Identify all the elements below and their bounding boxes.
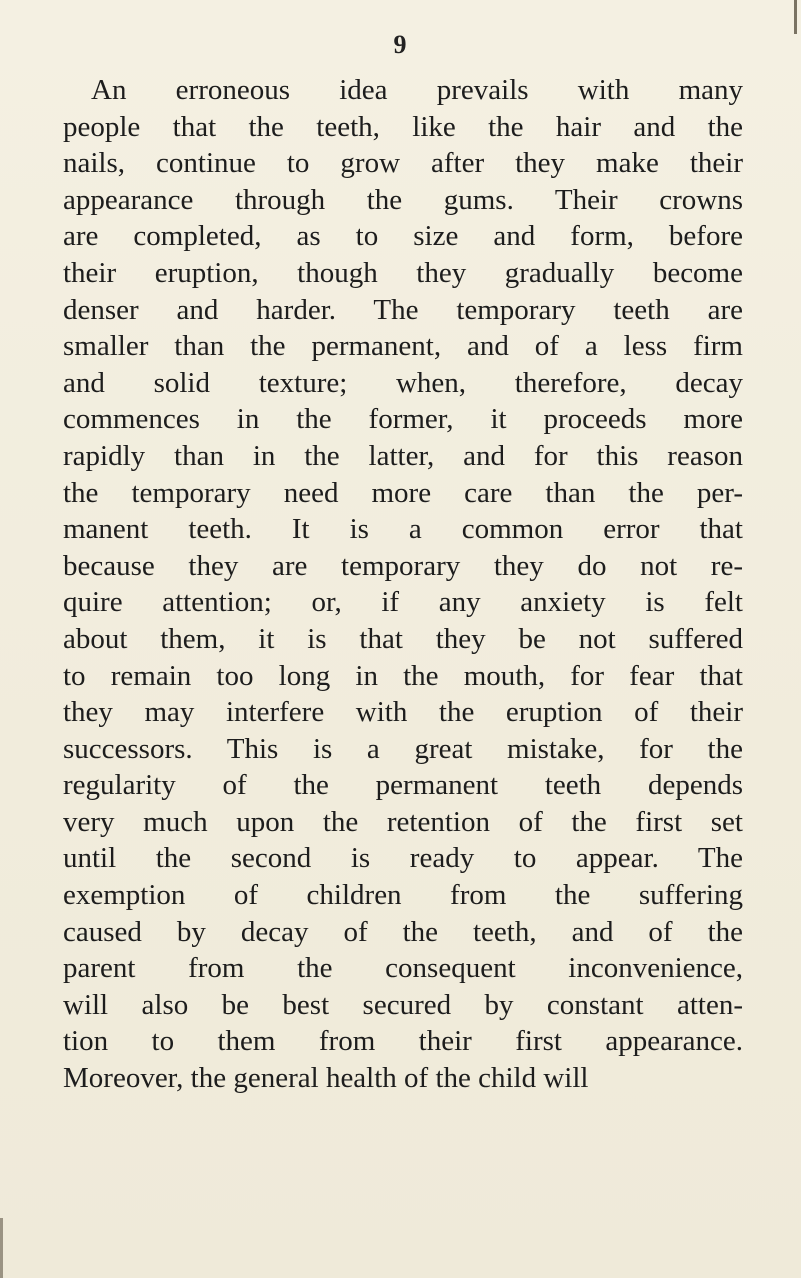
text-line: regularity of the permanent teeth depends <box>63 769 743 802</box>
text-line: caused by decay of the teeth, and of the <box>63 915 743 948</box>
text-line: appearance through the gums. Their crowns <box>63 183 743 216</box>
scan-edge-mark <box>794 0 797 34</box>
text-line: denser and harder. The temporary teeth are <box>63 293 743 326</box>
text-line: they may interfere with the eruption of their <box>63 696 743 729</box>
text-line: are completed, as to size and form, before <box>63 220 743 253</box>
text-line: rapidly than in the latter, and for this reason <box>63 439 743 472</box>
text-line: quire attention; or, if any anxiety is felt <box>63 586 743 619</box>
text-line: because they are temporary they do not re- <box>63 549 743 582</box>
text-line: tion to them from their first appearance. <box>63 1025 743 1058</box>
text-line: until the second is ready to appear. The <box>63 842 743 875</box>
text-line: will also be best secured by constant atten- <box>63 988 743 1021</box>
text-line: smaller than the permanent, and of a less firm <box>63 330 743 363</box>
text-line: nails, continue to grow after they make their <box>63 147 743 180</box>
scan-edge-mark-bottom <box>0 1218 3 1278</box>
text-line: successors. This is a great mistake, for the <box>63 732 743 765</box>
text-line: to remain too long in the mouth, for fear that <box>63 659 743 692</box>
text-line: commences in the former, it proceeds more <box>63 403 743 436</box>
text-line: parent from the consequent inconvenience, <box>63 952 743 985</box>
text-line: their eruption, though they gradually become <box>63 256 743 289</box>
text-line: people that the teeth, like the hair and the <box>63 110 743 143</box>
text-line: An erroneous idea prevails with many <box>91 74 743 106</box>
text-line: the temporary need more care than the per- <box>63 476 743 509</box>
text-line: about them, it is that they be not suffered <box>63 622 743 655</box>
body-paragraph <box>63 72 743 1097</box>
text-line: exemption of children from the suffering <box>63 879 743 912</box>
text-line: very much upon the retention of the first set <box>63 805 743 838</box>
text-line: Moreover, the general health of the child will <box>63 1062 589 1095</box>
text-line: and solid texture; when, therefore, decay <box>63 366 743 399</box>
text-line: manent teeth. It is a common error that <box>63 513 743 546</box>
page-number: 9 <box>393 30 408 59</box>
